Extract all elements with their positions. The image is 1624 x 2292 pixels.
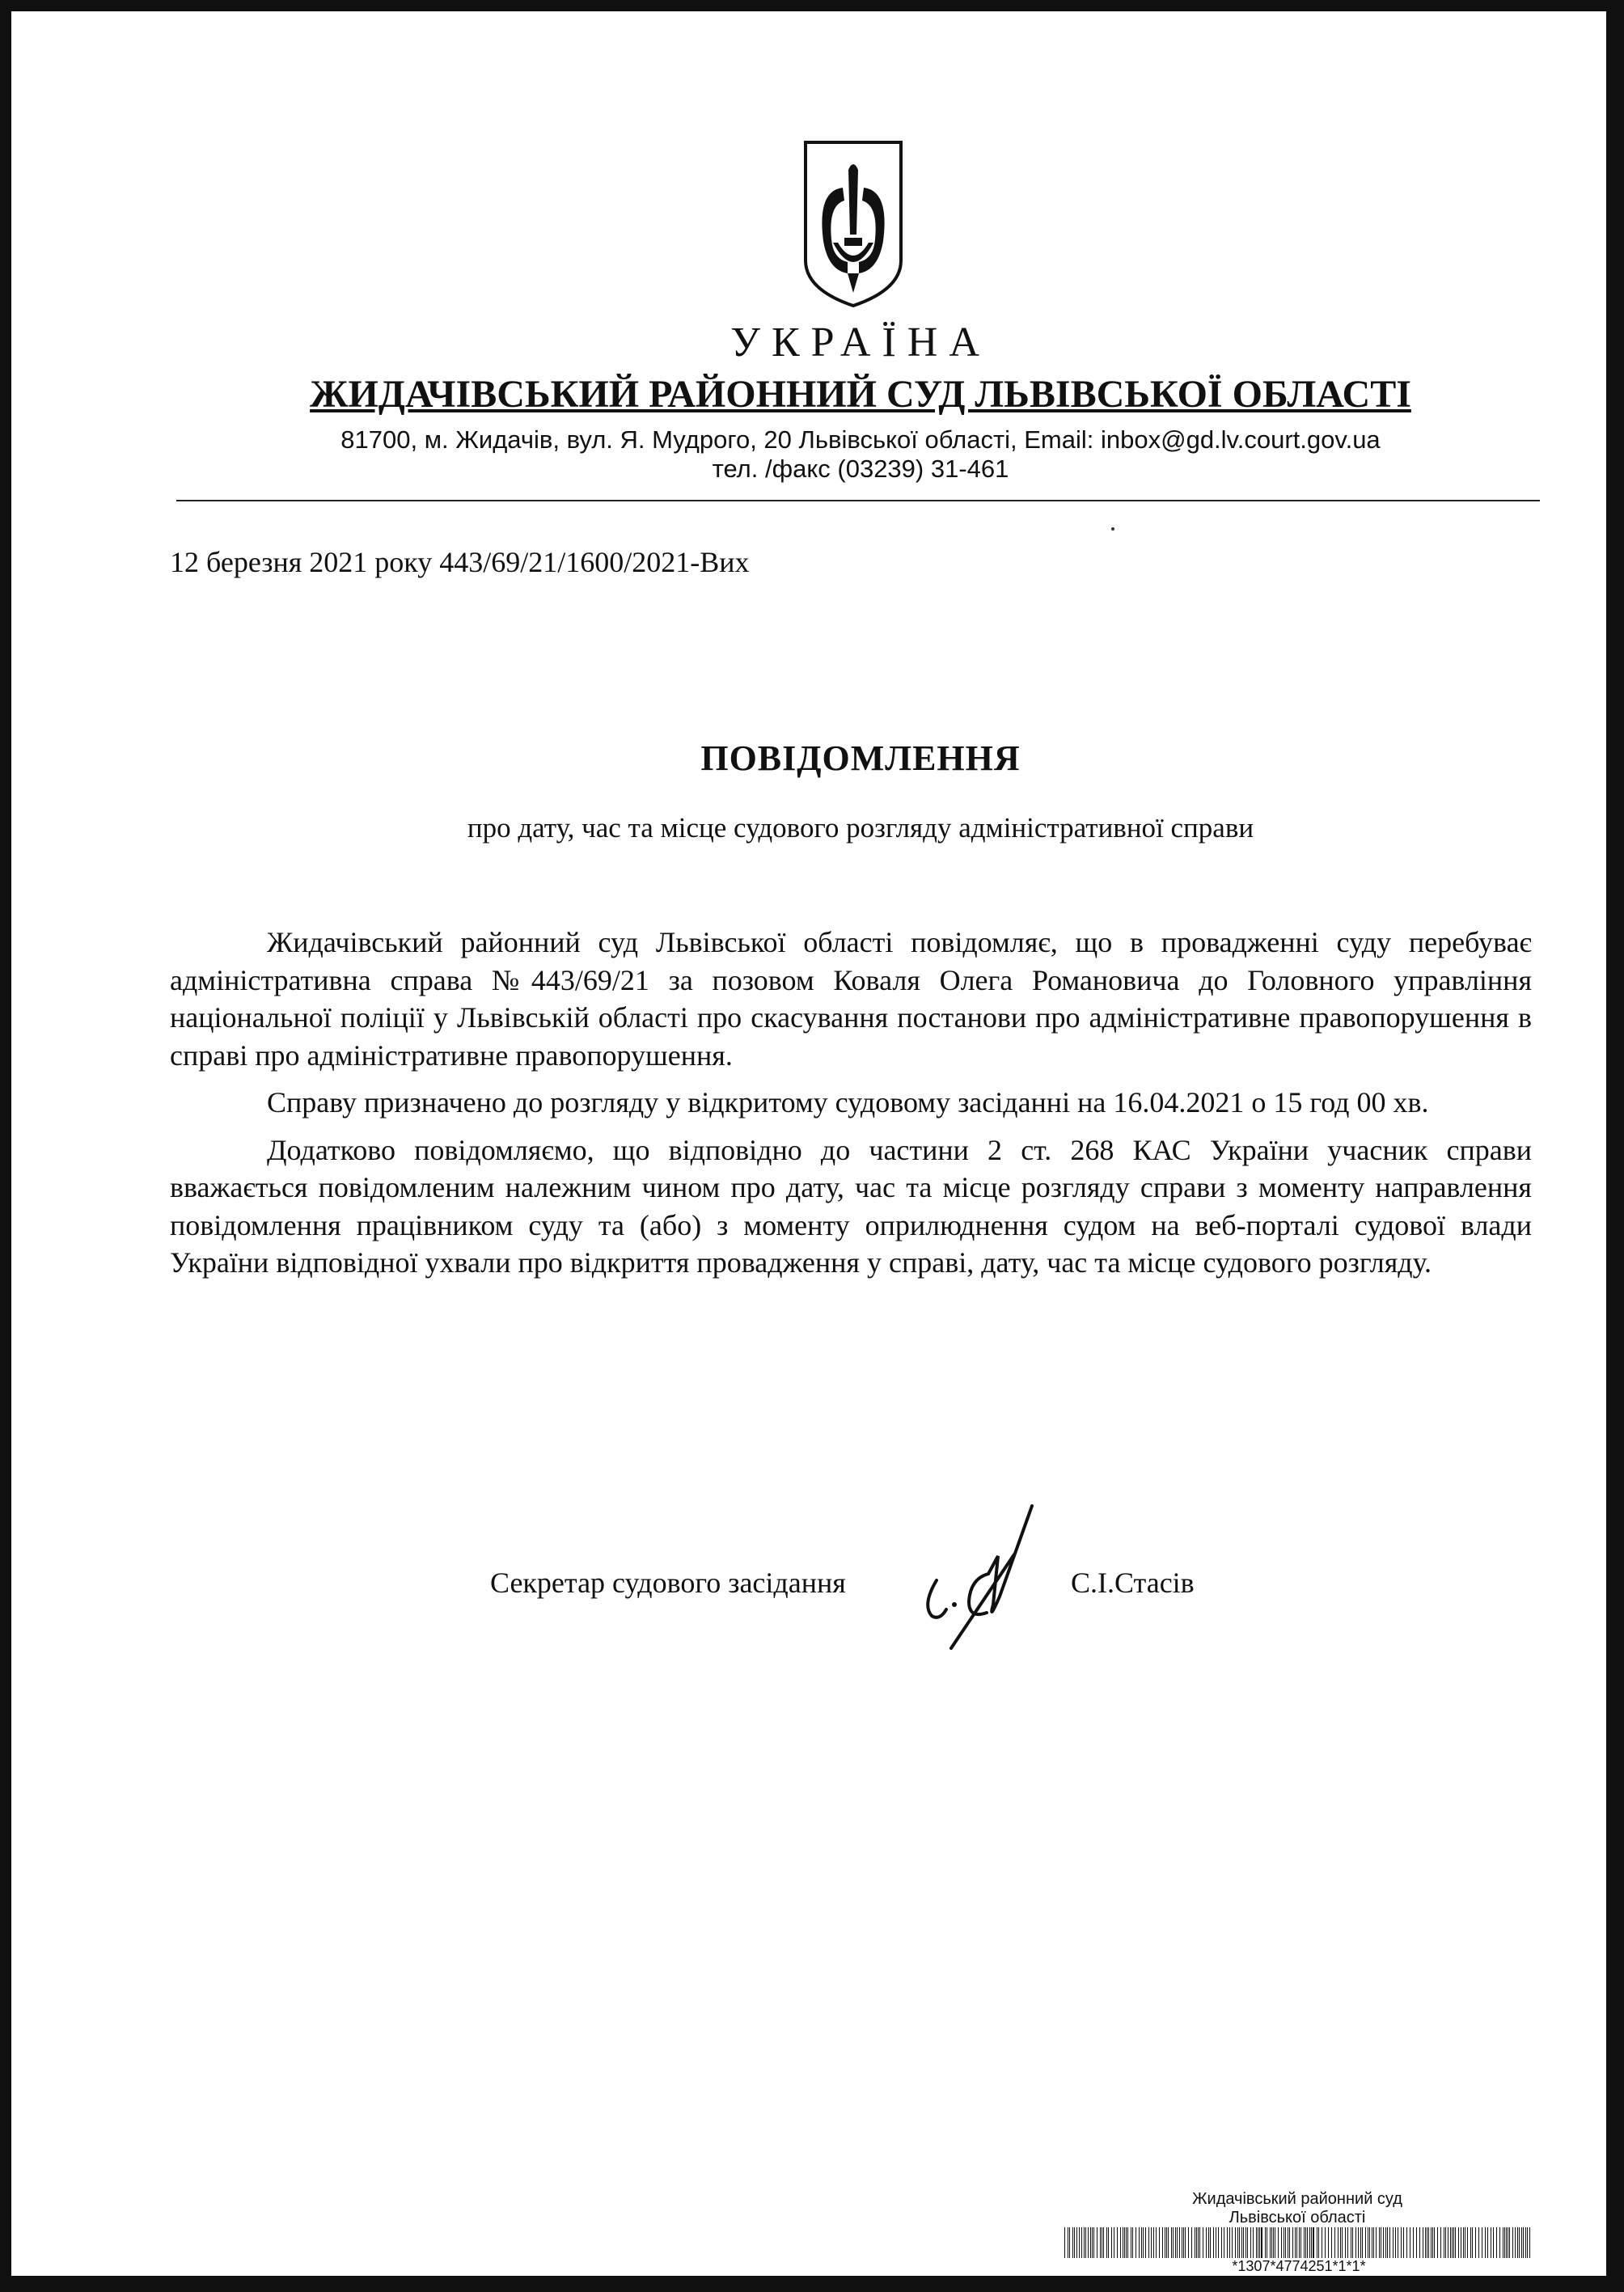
barcode-bar: [1292, 2227, 1293, 2258]
barcode-bar: [1253, 2227, 1254, 2258]
barcode-bar: [1227, 2227, 1228, 2258]
barcode-bar: [1235, 2227, 1236, 2258]
barcode-bar: [1385, 2227, 1386, 2258]
barcode-bar: [1208, 2227, 1209, 2258]
barcode-bar: [1299, 2227, 1300, 2258]
barcode-bar: [1074, 2227, 1075, 2258]
barcode-bar: [1173, 2227, 1174, 2258]
barcode-bar: [1517, 2227, 1518, 2258]
barcode-bar: [1259, 2227, 1260, 2258]
barcode-bar: [1445, 2227, 1446, 2258]
barcode-bar: [1515, 2227, 1516, 2258]
barcode-bar: [1278, 2227, 1279, 2258]
barcode-bar: [1243, 2227, 1244, 2258]
barcode-bar: [1525, 2227, 1526, 2258]
barcode-bar: [1079, 2227, 1080, 2258]
barcode-bar: [1285, 2227, 1286, 2258]
barcode-bar: [1395, 2227, 1396, 2258]
scan-speck: [1111, 527, 1114, 531]
barcode-bar: [1338, 2227, 1339, 2258]
barcode-bar: [1331, 2227, 1332, 2258]
barcode-bar: [1453, 2227, 1454, 2258]
barcode-bar: [1117, 2227, 1118, 2258]
barcode-bar: [1166, 2227, 1167, 2258]
barcode-bar: [1487, 2227, 1488, 2258]
barcode-bar: [1296, 2227, 1297, 2258]
barcode-bar: [1092, 2227, 1093, 2258]
barcode-bar: [1467, 2227, 1468, 2258]
barcode-bar: [1126, 2227, 1127, 2258]
barcode-bar: [1256, 2227, 1257, 2258]
stamp-region: Львівської області: [1229, 2209, 1366, 2226]
barcode-bar: [1183, 2227, 1184, 2258]
barcode-bar: [1523, 2227, 1524, 2258]
barcode-bar: [1452, 2227, 1453, 2258]
barcode-bar: [1171, 2227, 1172, 2258]
barcode-bar: [1127, 2227, 1128, 2258]
coat-of-arms-icon: [801, 139, 906, 309]
barcode-bar: [1270, 2227, 1271, 2258]
barcode-bar: [1362, 2227, 1363, 2258]
barcode-bar: [1379, 2227, 1380, 2258]
barcode-bar: [1229, 2227, 1230, 2258]
barcode-bar: [1521, 2227, 1522, 2258]
signer-position: Секретар судового засідання: [490, 1567, 846, 1599]
barcode-bar: [1387, 2227, 1388, 2258]
barcode-bar: [1250, 2227, 1251, 2258]
barcode-bar: [1199, 2227, 1200, 2258]
barcode-bar: [1300, 2227, 1301, 2258]
barcode-bar: [1437, 2227, 1438, 2258]
barcode-bar: [1210, 2227, 1211, 2258]
court-name: ЖИДАЧІВСЬКИЙ РАЙОННИЙ СУД ЛЬВІВСЬКОЇ ОБЛАСТІ: [310, 373, 1411, 416]
barcode-bar: [1340, 2227, 1341, 2258]
barcode-bar: [1365, 2227, 1366, 2258]
barcode-bar: [1177, 2227, 1178, 2258]
court-address: 81700, м. Жидачів, вул. Я. Мудрого, 20 Львівської області, Email: inbox@gd.lv.court.gov.ua: [340, 425, 1381, 454]
date-and-reference: 12 березня 2021 року 443/69/21/1600/2021-Вих: [170, 546, 750, 578]
barcode-bar: [1159, 2227, 1160, 2258]
document-subtitle: про дату, час та місце судового розгляду адміністративної справи: [467, 812, 1254, 844]
barcode-bar: [1162, 2227, 1163, 2258]
barcode-bar: [1342, 2227, 1343, 2258]
barcode-bar: [1124, 2227, 1125, 2258]
barcode-bar: [1084, 2227, 1085, 2258]
barcode-bar: [1413, 2227, 1414, 2258]
barcode-bar: [1305, 2227, 1306, 2258]
barcode-bar: [1108, 2227, 1109, 2258]
barcode-bar: [1064, 2227, 1065, 2258]
barcode-bar: [1345, 2227, 1346, 2258]
barcode-bar: [1455, 2227, 1456, 2258]
barcode-bar: [1111, 2227, 1112, 2258]
barcode-bar: [1325, 2227, 1326, 2258]
barcode-bar: [1085, 2227, 1086, 2258]
barcode-bar: [1485, 2227, 1486, 2258]
barcode-bar: [1393, 2227, 1394, 2258]
barcode-bar: [1478, 2227, 1479, 2258]
barcode-bar: [1261, 2227, 1262, 2258]
barcode-bar: [1307, 2227, 1308, 2258]
barcode-bar: [1493, 2227, 1494, 2258]
barcode-bar: [1271, 2227, 1272, 2258]
barcode-bar: [1156, 2227, 1157, 2258]
barcode-bar: [1103, 2227, 1104, 2258]
barcode-bar: [1076, 2227, 1077, 2258]
barcode-bar: [1132, 2227, 1133, 2258]
barcode-bar: [1358, 2227, 1359, 2258]
barcode-bar: [1241, 2227, 1242, 2258]
barcode-bar: [1529, 2227, 1530, 2258]
barcode-bar: [1355, 2227, 1356, 2258]
barcode-bar: [1245, 2227, 1246, 2258]
barcode-bar: [1434, 2227, 1435, 2258]
barcode-number: *1307*4774251*1*1*: [1232, 2258, 1366, 2274]
barcode-bar: [1419, 2227, 1420, 2258]
barcode-bar: [1425, 2227, 1426, 2258]
barcode-bar: [1196, 2227, 1197, 2258]
barcode-bar: [1281, 2227, 1282, 2258]
barcode-bar: [1273, 2227, 1274, 2258]
signer-name: С.І.Стасів: [1071, 1567, 1195, 1599]
barcode-bar: [1499, 2227, 1500, 2258]
barcode-bar: [1153, 2227, 1154, 2258]
barcode-bar: [1440, 2227, 1441, 2258]
barcode-bar: [1237, 2227, 1238, 2258]
barcode-bar: [1221, 2227, 1222, 2258]
barcode-bar: [1185, 2227, 1186, 2258]
barcode-bar: [1088, 2227, 1089, 2258]
barcode-bar: [1383, 2227, 1384, 2258]
barcode-bar: [1304, 2227, 1305, 2258]
stamp-court-name: Жидачівський районний суд: [1192, 2190, 1402, 2208]
letter-body: [170, 924, 1532, 1292]
barcode-bar: [1463, 2227, 1464, 2258]
barcode-bar: [1403, 2227, 1404, 2258]
barcode-bar: [1432, 2227, 1433, 2258]
barcode-bar: [1347, 2227, 1348, 2258]
barcode-bar: [1313, 2227, 1314, 2258]
barcode-bar: [1376, 2227, 1377, 2258]
barcode-bar: [1072, 2227, 1073, 2258]
body-paragraph: Справу призначено до розгляду у відкритому судовому засіданні на 16.04.2021 о 15 год 00 хв.: [267, 1086, 1429, 1119]
barcode-bar: [1360, 2227, 1361, 2258]
document-title: ПОВІДОМЛЕННЯ: [700, 738, 1021, 778]
barcode-bar: [1295, 2227, 1296, 2258]
barcode-bar: [1401, 2227, 1402, 2258]
barcode-bar: [1431, 2227, 1432, 2258]
document-page: [11, 11, 1606, 2276]
barcode-bar: [1090, 2227, 1091, 2258]
barcode-bar: [1120, 2227, 1121, 2258]
barcode-bar: [1081, 2227, 1082, 2258]
barcode-bar: [1527, 2227, 1528, 2258]
barcode-bar: [1373, 2227, 1374, 2258]
barcode-bar: [1475, 2227, 1476, 2258]
barcode-bar: [1191, 2227, 1192, 2258]
barcode-bar: [1450, 2227, 1451, 2258]
body-paragraph: Жидачівський районний суд Львівської області повідомляє, що в провадженні суду перебуває адміністративна справа №443/69/21 за позовом Коваля Олега Романовича до Головного управління національної поліції у Львівській області про скасування постанови про адміністративне правопорушення в справі про адміністративне правопорушення.: [170, 926, 1532, 1072]
barcode-bar: [1139, 2227, 1140, 2258]
barcode-bar: [1352, 2227, 1353, 2258]
barcode-bar: [1311, 2227, 1312, 2258]
barcode-bar: [1289, 2227, 1290, 2258]
header-divider: [176, 500, 1540, 501]
barcode-bar: [1175, 2227, 1176, 2258]
barcode-bar: [1093, 2227, 1094, 2258]
barcode-bar: [1472, 2227, 1473, 2258]
barcode-bar: [1309, 2227, 1310, 2258]
barcode-bar: [1428, 2227, 1429, 2258]
barcode-bar: [1369, 2227, 1370, 2258]
barcode-bar: [1206, 2227, 1207, 2258]
barcode-bar: [1247, 2227, 1248, 2258]
registration-stamp: [1178, 2190, 1417, 2227]
barcode-bar: [1100, 2227, 1101, 2258]
barcode-bar: [1506, 2227, 1507, 2258]
court-phone: тел. /факс (03239) 31-461: [712, 455, 1009, 483]
barcode-bar: [1232, 2227, 1233, 2258]
barcode-bar: [1179, 2227, 1180, 2258]
barcode-bar: [1458, 2227, 1459, 2258]
barcode-bar: [1512, 2227, 1513, 2258]
barcode-bar: [1218, 2227, 1219, 2258]
barcode-bar: [1504, 2227, 1505, 2258]
barcode-bar: [1198, 2227, 1199, 2258]
barcode-bar: [1519, 2227, 1520, 2258]
barcode-bar: [1141, 2227, 1142, 2258]
barcode-bar: [1265, 2227, 1266, 2258]
barcode-bar: [1509, 2227, 1510, 2258]
barcode-bar: [1416, 2227, 1417, 2258]
barcode-bar: [1151, 2227, 1152, 2258]
barcode-bar: [1328, 2227, 1329, 2258]
barcode-bar: [1406, 2227, 1407, 2258]
barcode-bar: [1188, 2227, 1189, 2258]
barcode-bar: [1168, 2227, 1169, 2258]
barcode-bar: [1145, 2227, 1146, 2258]
barcode-bar: [1213, 2227, 1214, 2258]
barcode-bar: [1143, 2227, 1144, 2258]
barcode-bar: [1318, 2227, 1319, 2258]
handwritten-signature: [904, 1483, 1066, 1653]
barcode-bar: [1470, 2227, 1471, 2258]
barcode-bar: [1239, 2227, 1240, 2258]
barcode-bar: [1496, 2227, 1497, 2258]
barcode-bar: [1069, 2227, 1070, 2258]
body-paragraph: Додатково повідомляємо, що відповідно до частини 2 ст. 268 КАС України учасник справи вважається повідомленим належним чином про дату, час та місце розгляду справи з моменту направлення повідомлення працівником суду та (або) з моменту оприлюднення судом на веб-порталі судової влади України відповідної ухвали про відкриття провадження у справі, дату, час та місце судового розгляду.: [170, 1133, 1532, 1279]
barcode-bar: [1334, 2227, 1335, 2258]
barcode-bar: [1148, 2227, 1149, 2258]
barcode-bar: [1106, 2227, 1107, 2258]
country-heading: УКРАЇНА: [730, 319, 991, 366]
barcode: [1064, 2227, 1533, 2258]
barcode-bar: [1389, 2227, 1390, 2258]
